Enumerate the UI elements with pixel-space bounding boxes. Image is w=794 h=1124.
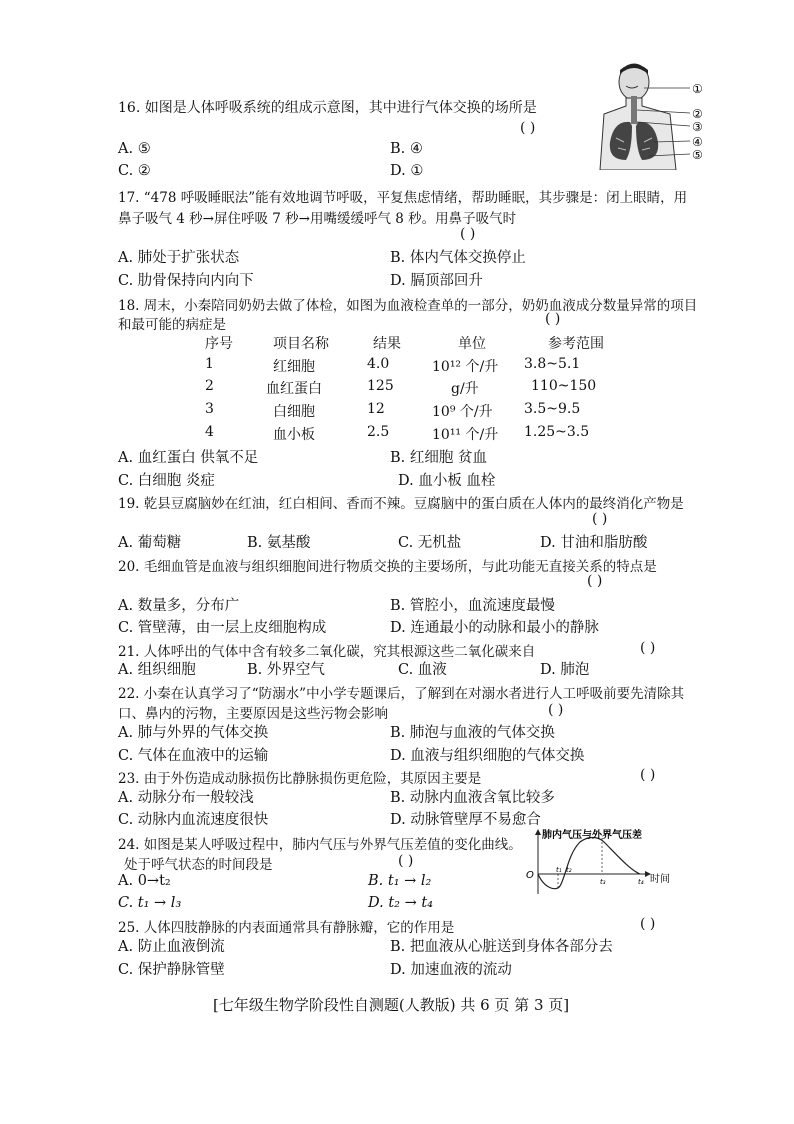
q24-option-b[interactable]: B. t₁ → l₂: [368, 873, 432, 889]
q23-option-b[interactable]: B. 动脉内血液含氧比较多: [390, 790, 555, 806]
table-cell: 白细胞: [273, 404, 315, 420]
pressure-curve: [538, 838, 640, 889]
q17-option-d[interactable]: D. 膈顶部回升: [390, 273, 483, 289]
q25-answer-paren[interactable]: ( ): [640, 916, 656, 932]
q22-option-d[interactable]: D. 血液与组织细胞的气体交换: [390, 748, 585, 764]
chart-tick-t3: t₃: [600, 878, 606, 886]
q18-option-c[interactable]: C. 白细胞 炎症: [118, 473, 215, 489]
q24-stem-line1: 24. 如图是某人呼吸过程中，肺内气压与外界气压差值的变化曲线。: [118, 837, 522, 853]
q25-option-c[interactable]: C. 保护静脉管壁: [118, 962, 225, 978]
figure-label-1: ①: [692, 82, 703, 96]
table-cell: 1: [205, 356, 214, 372]
q23-answer-paren[interactable]: ( ): [640, 767, 656, 783]
q16-option-a[interactable]: A. ⑤: [118, 141, 151, 157]
q23-option-a[interactable]: A. 动脉分布一般较浅: [118, 790, 254, 806]
chart-tick-t2: t₂: [566, 866, 572, 874]
q21-stem: 21. 人体呼出的气体中含有较多二氧化碳，究其根源这些二氧化碳来自: [118, 644, 536, 660]
q19-option-b[interactable]: B. 氨基酸: [247, 535, 311, 551]
table-cell: 2: [205, 378, 214, 394]
table-cell: 10¹¹ 个/升: [432, 427, 499, 443]
q22-option-c[interactable]: C. 气体在血液中的运输: [118, 748, 269, 764]
q24-option-c[interactable]: C. t₁ → l₃: [118, 895, 182, 911]
table-cell: 3.8~5.1: [524, 356, 581, 372]
q16-option-d[interactable]: D. ①: [390, 163, 424, 179]
q20-option-b[interactable]: B. 管腔小，血流速度最慢: [390, 598, 555, 614]
q24-stem-line2: 处于呼气状态的时间段是: [124, 857, 273, 873]
q24-option-a[interactable]: A. 0→t₂: [118, 873, 171, 889]
q19-stem: 19. 乾县豆腐脑妙在红油，红白相间、香而不辣。豆腐脑中的蛋白质在人体内的最终消化产物是: [118, 496, 684, 512]
q22-stem-line1: 22. 小秦在认真学习了“防溺水”中小学专题课后，了解到在对溺水者进行人工呼吸前要先清除其: [118, 686, 685, 702]
q18-option-d[interactable]: D. 血小板 血栓: [398, 473, 496, 489]
q17-option-a[interactable]: A. 肺处于扩张状态: [118, 250, 240, 266]
figure-label-2: ②: [692, 107, 703, 121]
table-header-range: 参考范围: [548, 336, 604, 352]
q17-option-c[interactable]: C. 肋骨保持向内向下: [118, 273, 254, 289]
table-header-result: 结果: [373, 336, 401, 352]
q16-option-b[interactable]: B. ④: [390, 141, 423, 157]
table-cell: 4.0: [367, 356, 390, 372]
table-cell: 110~150: [531, 378, 597, 394]
table-cell: 血小板: [273, 427, 315, 443]
chart-origin: O: [526, 870, 534, 881]
table-header-no: 序号: [205, 336, 233, 352]
q25-stem: 25. 人体四肢静脉的内表面通常具有静脉瓣，它的作用是: [118, 920, 455, 936]
q22-stem-line2: 口、鼻内的污物，主要原因是这些污物会影响: [118, 706, 388, 722]
figure-label-3: ③: [692, 120, 703, 134]
q22-answer-paren[interactable]: ( ): [548, 702, 564, 718]
q20-option-c[interactable]: C. 管壁薄，由一层上皮细胞构成: [118, 620, 327, 636]
q17-option-b[interactable]: B. 体内气体交换停止: [390, 250, 526, 266]
q23-option-c[interactable]: C. 动脉内血流速度很快: [118, 812, 269, 828]
q18-option-b[interactable]: B. 红细胞 贫血: [390, 450, 487, 466]
q18-stem-line2: 和最可能的病症是: [118, 317, 226, 333]
table-cell: 10⁹ 个/升: [432, 404, 493, 420]
q17-answer-paren[interactable]: ( ): [460, 226, 476, 242]
chart-tick-t1: t₁: [556, 866, 562, 874]
q18-option-a[interactable]: A. 血红蛋白 供氧不足: [118, 450, 259, 466]
table-header-unit: 单位: [458, 336, 486, 352]
q20-option-a[interactable]: A. 数量多，分布广: [118, 598, 240, 614]
q20-option-d[interactable]: D. 连通最小的动脉和最小的静脉: [390, 620, 599, 636]
q22-option-b[interactable]: B. 肺泡与血液的气体交换: [390, 725, 555, 741]
q19-option-c[interactable]: C. 无机盐: [398, 535, 462, 551]
table-cell: 10¹² 个/升: [432, 359, 499, 375]
chart-tick-t4: t₄: [638, 878, 644, 886]
q20-answer-paren[interactable]: ( ): [587, 573, 603, 589]
page-footer: [七年级生物学阶段性自测题(人教版) 共 6 页 第 3 页]: [213, 996, 570, 1014]
q17-stem-line2: 鼻子吸气 4 秒→屏住呼吸 7 秒→用嘴缓缓呼气 8 秒。用鼻子吸气时: [118, 211, 517, 227]
table-cell: 125: [367, 378, 394, 394]
q25-option-b[interactable]: B. 把血液从心脏送到身体各部分去: [390, 939, 613, 955]
table-cell: 12: [367, 401, 385, 417]
q21-option-b[interactable]: B. 外界空气: [247, 662, 325, 678]
q21-option-c[interactable]: C. 血液: [398, 662, 447, 678]
figure-label-5: ⑤: [692, 148, 703, 162]
q24-answer-paren[interactable]: ( ): [398, 853, 414, 869]
q18-answer-paren[interactable]: ( ): [545, 311, 561, 327]
q16-stem: 16. 如图是人体呼吸系统的组成示意图，其中进行气体交换的场所是: [118, 100, 537, 116]
q17-stem-line1: 17. “478 呼吸睡眠法”能有效地调节呼吸，平复焦虑情绪，帮助睡眠，其步骤是：闭上眼睛，用: [118, 190, 688, 206]
q16-option-c[interactable]: C. ②: [118, 163, 151, 179]
q19-option-d[interactable]: D. 甘油和脂肪酸: [540, 535, 648, 551]
q21-answer-paren[interactable]: ( ): [640, 640, 656, 656]
q22-option-a[interactable]: A. 肺与外界的气体交换: [118, 725, 269, 741]
chart-title: 肺内气压与外界气压差: [542, 830, 642, 841]
pressure-difference-chart: [522, 826, 690, 896]
table-cell: 1.25~3.5: [524, 424, 590, 440]
q25-option-d[interactable]: D. 加速血液的流动: [390, 962, 512, 978]
figure-label-4: ④: [692, 135, 703, 149]
table-header-item: 项目名称: [273, 336, 329, 352]
q23-stem: 23. 由于外伤造成动脉损伤比静脉损伤更危险，其原因主要是: [118, 771, 482, 787]
q21-option-a[interactable]: A. 组织细胞: [118, 662, 196, 678]
table-cell: 红细胞: [273, 359, 315, 375]
q20-stem: 20. 毛细血管是血液与组织细胞间进行物质交换的主要场所，与此功能无直接关系的特点是: [118, 559, 657, 575]
q19-answer-paren[interactable]: ( ): [592, 511, 608, 527]
table-cell: 2.5: [367, 424, 390, 440]
table-cell: 4: [205, 424, 214, 440]
q24-option-d[interactable]: D. t₂ → t₄: [368, 895, 433, 911]
q25-option-a[interactable]: A. 防止血液倒流: [118, 939, 225, 955]
q21-option-d[interactable]: D. 肺泡: [540, 662, 590, 678]
q23-option-d[interactable]: D. 动脉管壁厚不易愈合: [390, 812, 541, 828]
chart-x-label: 时间: [650, 874, 670, 885]
table-cell: 3.5~9.5: [524, 401, 581, 417]
table-cell: 血红蛋白: [266, 381, 322, 397]
q18-stem-line1: 18. 周末，小秦陪同奶奶去做了体检，如图为血液检查单的一部分，奶奶血液成分数量异常的项目: [118, 298, 698, 314]
q16-answer-paren[interactable]: ( ): [520, 120, 536, 136]
respiratory-system-figure: [596, 60, 712, 170]
table-cell: g/升: [451, 381, 479, 397]
table-cell: 3: [205, 401, 214, 417]
q19-option-a[interactable]: A. 葡萄糖: [118, 535, 182, 551]
